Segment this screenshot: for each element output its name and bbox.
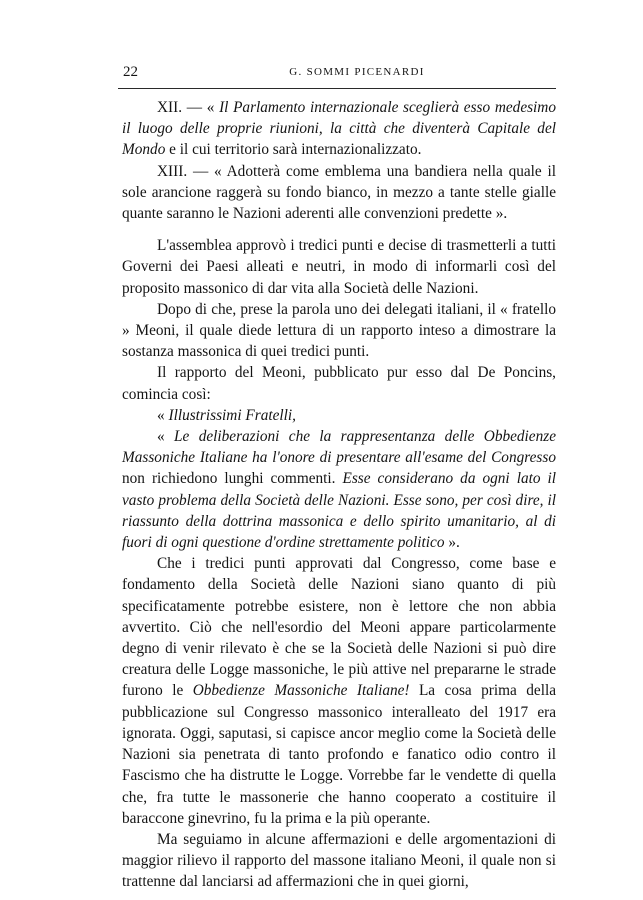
paragraph-quote xyxy=(122,426,556,553)
text-run: « xyxy=(157,406,169,424)
paragraph-xiii: XIII. — « Adotterà come emblema una bandiera nella quale il sole arancione raggerà su fondo bianco, in mezzo a tante stelle gialle quante saranno le Nazioni aderenti alle convenzioni predette ». xyxy=(122,162,556,223)
paragraph-rapporto: Il rapporto del Meoni, pubblicato pur esso dal De Poncins, comincia così: xyxy=(122,364,556,403)
text-run: « xyxy=(157,428,175,446)
italic-run: Esse considerano da ogni lato il vasto problema della Società delle Nazioni. Esse sono, per così dire, il riassunto della dottrina massonica e dello spirito umanitario, al di fuori di ogni questione d'ordine strettamente politico xyxy=(122,470,557,552)
page-number: 22 xyxy=(123,64,138,80)
text-run: La cosa prima della pubblicazione sul Congresso massonico interalleato del 1917 era ignorata. Oggi, saputasi, si capisce ancor meglio come la Società delle Nazioni sia penetrata di tanto profondo e fanatico odio contro il Fascismo che ha distrutte le Logge. Vorrebbe far le vendette di quella che, fra tutte le massonerie che hanno cooperato a costituire il baraccone ginevrino, fu la prima e la più operante. xyxy=(122,682,556,827)
paragraph-xii xyxy=(122,97,556,161)
text-run: e il cui territorio sarà internazionalizzato. xyxy=(165,141,422,159)
text-run: XII. — « xyxy=(157,99,220,116)
running-title: G. SOMMI PICENARDI xyxy=(289,66,425,78)
quote-salutation xyxy=(122,405,556,426)
paragraph-seguiamo: Ma seguiamo in alcune affermazioni e delle argomentazioni di maggior rilievo il rapporto del massone italiano Meoni, il quale non si trattenne dal lanciarsi ad affermazioni che in quei giorni, xyxy=(122,830,556,891)
paragraph-tredici-punti xyxy=(122,553,556,829)
text-run: non richiedono lunghi commenti. xyxy=(122,470,343,488)
page-header xyxy=(118,64,556,84)
body-text xyxy=(122,97,556,893)
italic-run: Le deliberazioni che la rappresentanza delle Obbedienze Massoniche Italiane ha l'onore di presentare all'esame del Congresso xyxy=(122,428,556,467)
italic-run: Illustrissimi Fratelli, xyxy=(168,406,296,424)
text-run: ». xyxy=(444,534,460,552)
italic-run: Il Parlamento internazionale sceglierà esso medesimo il luogo delle proprie riunioni, la città che diventerà Capitale del Mondo xyxy=(122,99,557,159)
text-run: Che i tredici punti approvati dal Congresso, come base e fondamento della Società delle Nazioni siano quanto di più specificatamente potrebbe esistere, non è lettore che non abbia avvertito. Ciò che nell'esordio del Meoni appare particolarmente degno di venir rilevato è che se la Società delle Nazioni si può dire creatura delle Logge massoniche, le più attive nel prepararne le strade furono le xyxy=(122,555,556,700)
paragraph-assemblea: L'assemblea approvò i tredici punti e decise di trasmetterli a tutti Governi dei Paesi alleati e neutri, in modo di informarli così del proposito massonico di dar vita alla Società delle Nazioni. xyxy=(122,237,556,297)
header-rule xyxy=(118,88,556,89)
italic-run: Obbedienze Massoniche Italiane! xyxy=(192,682,410,700)
paragraph-dopo: Dopo di che, prese la parola uno dei delegati italiani, il « fratello » Meoni, il quale diede lettura di un rapporto inteso a dimostrare la sostanza massonica di quei tredici punti. xyxy=(122,300,556,361)
